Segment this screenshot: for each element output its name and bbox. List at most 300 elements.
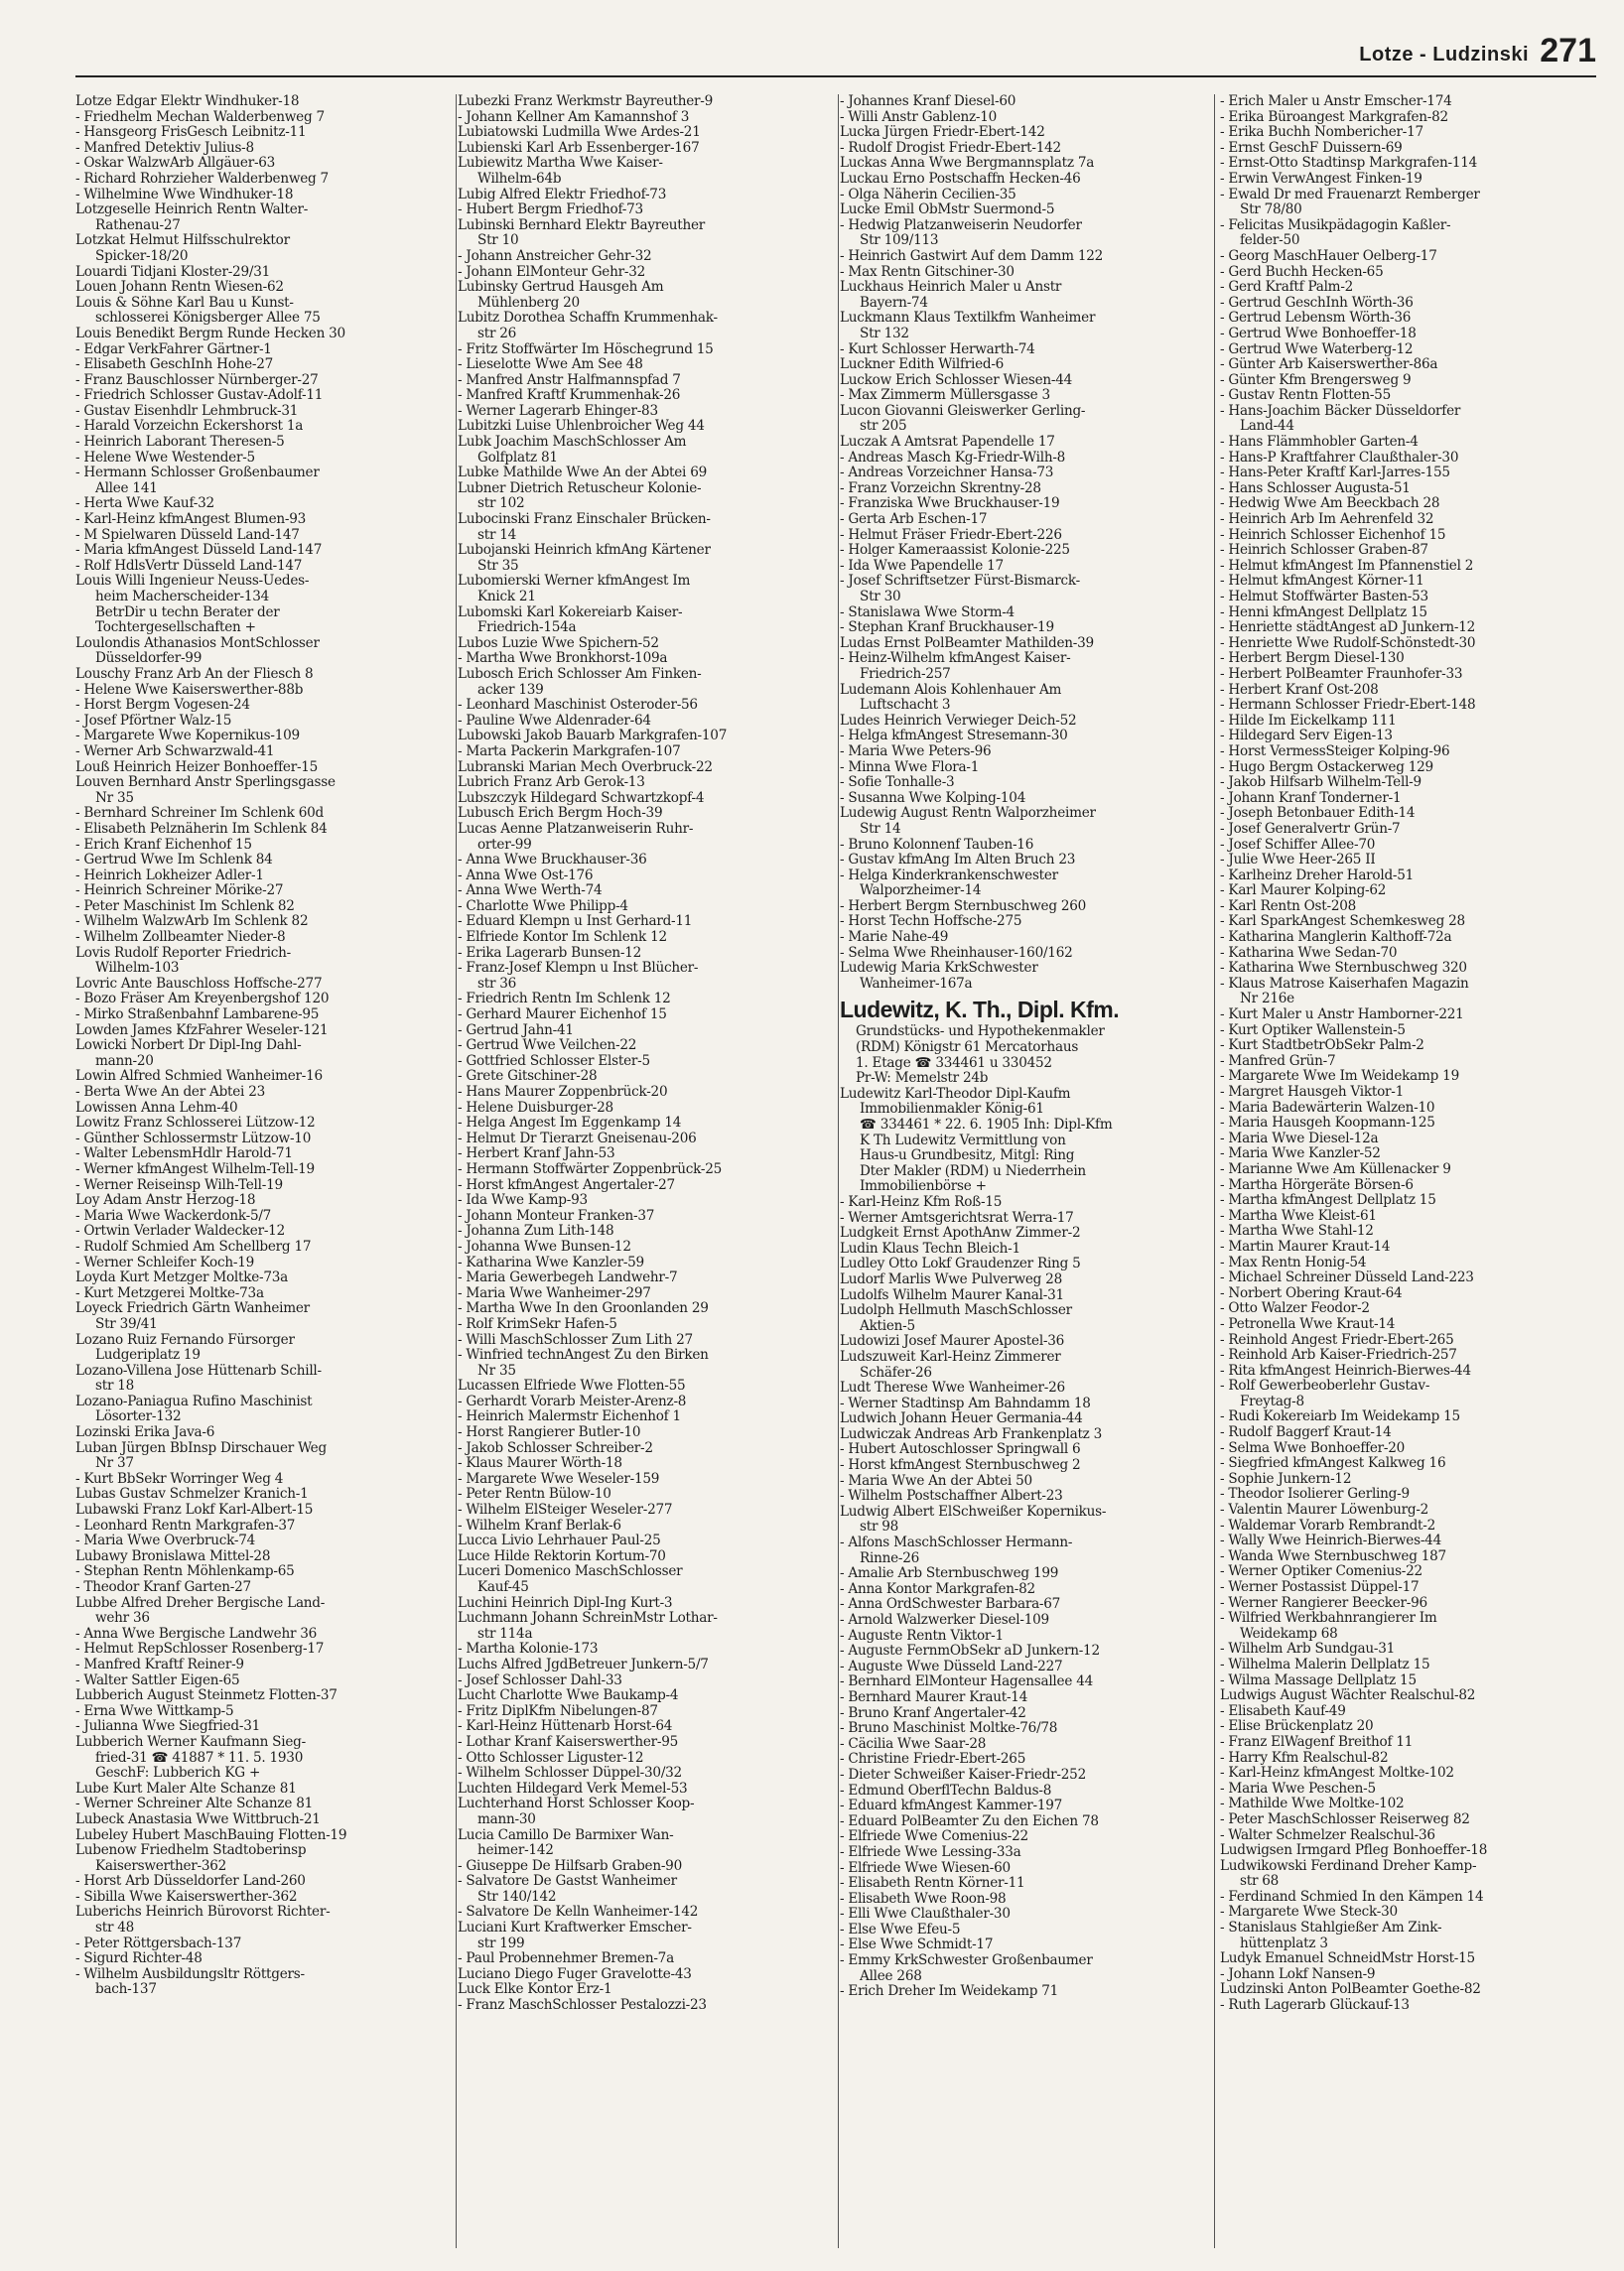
directory-entry: - Elisabeth Kauf-49 [1220, 1702, 1346, 1719]
directory-entry: - Margarete Wwe Steck-30 [1220, 1904, 1398, 1921]
directory-entry: Str 39/41 [95, 1315, 158, 1332]
directory-entry: Luciani Kurt Kraftwerker Emscher- [458, 1920, 692, 1937]
directory-entry: heim Macherscheider-134 [95, 589, 270, 604]
directory-entry: - Mathilde Wwe Moltke-102 [1220, 1796, 1405, 1812]
directory-entry: - Margret Hausgeh Viktor-1 [1220, 1084, 1405, 1100]
directory-entry: - Stanislaus Stahlgießer Am Zink- [1220, 1920, 1442, 1937]
directory-entry: Lubberich August Steinmetz Flotten-37 [75, 1687, 338, 1704]
directory-entry: - Salvatore De Kelln Wanheimer-142 [458, 1904, 699, 1921]
directory-entry: - Wilhelm Arb Sundgau-31 [1220, 1641, 1396, 1658]
directory-entry: - Johann Monteur Franken-37 [458, 1207, 655, 1224]
directory-entry: Tochtergesellschaften + [95, 619, 256, 636]
directory-entry: - Hans-P Kraftfahrer Claußthaler-30 [1220, 449, 1459, 466]
directory-entry: - Kurt Metzgerei Moltke-73a [75, 1284, 264, 1301]
directory-entry: Land-44 [1240, 418, 1294, 435]
directory-entry: Lubberich Werner Kaufmann Sieg- [75, 1733, 306, 1750]
directory-entry: - Selma Wwe Rheinhauser-160/162 [840, 944, 1073, 961]
directory-entry: - Wilma Massage Dellplatz 15 [1220, 1671, 1417, 1688]
directory-entry: - Bruno Kolonnenf Tauben-16 [840, 836, 1034, 853]
directory-entry: - Ida Wwe Papendelle 17 [840, 557, 1004, 574]
directory-entry: - Anna Wwe Werth-74 [458, 882, 603, 899]
directory-entry: Loy Adam Anstr Herzog-18 [75, 1192, 256, 1209]
directory-entry: Louis Willi Ingenieur Neuss-Uedes- [75, 573, 310, 590]
directory-entry: Ludgeriplatz 19 [95, 1347, 201, 1364]
directory-entry: - Johann Kellner Am Kamannshof 3 [458, 108, 690, 125]
directory-entry: Lubiewitz Martha Wwe Kaiser- [458, 155, 663, 172]
directory-entry: - Peter Röttgersbach-137 [75, 1935, 242, 1951]
directory-entry: Luban Jürgen BbInsp Dirschauer Weg [75, 1439, 327, 1456]
directory-entry: - Hans-Joachim Bäcker Düsseldorfer [1220, 402, 1461, 419]
directory-entry: - Marianne Wwe Am Küllenacker 9 [1220, 1160, 1451, 1177]
directory-entry: Lowin Alfred Schmied Wanheimer-16 [75, 1068, 323, 1085]
directory-entry: Lubeley Hubert MaschBauing Flotten-19 [75, 1826, 347, 1843]
directory-entry: - Heinrich Gastwirt Auf dem Damm 122 [840, 247, 1104, 264]
directory-entry: - Willi Anstr Gablenz-10 [840, 108, 998, 125]
directory-entry: Wilhelm-103 [95, 960, 180, 977]
directory-entry: - Bernhard ElMonteur Hagensallee 44 [840, 1673, 1093, 1690]
directory-entry: - Gerta Arb Eschen-17 [840, 511, 988, 528]
directory-entry: - Hans Schlosser Augusta-51 [1220, 479, 1411, 496]
directory-entry: Str 35 [477, 557, 519, 574]
directory-entry: - Herbert Kranf Ost-208 [1220, 681, 1379, 698]
directory-entry: Lotzgeselle Heinrich Rentn Walter- [75, 201, 309, 218]
directory-entry: - Berta Wwe An der Abtei 23 [75, 1084, 266, 1100]
directory-entry: - Bernhard Maurer Kraut-14 [840, 1688, 1028, 1705]
directory-entry: - Karlheinz Dreher Harold-51 [1220, 867, 1415, 883]
directory-entry: Lubk Joachim MaschSchlosser Am [458, 434, 687, 451]
directory-entry: Lubomierski Werner kfmAngest Im [458, 573, 691, 590]
directory-entry: - Heinrich Lokheizer Adler-1 [75, 867, 264, 883]
directory-entry: Ludwich Johann Heuer Germania-44 [840, 1410, 1083, 1427]
directory-entry: Str 14 [860, 820, 901, 837]
directory-entry: Luckow Erich Schlosser Wiesen-44 [840, 371, 1073, 388]
directory-entry: - Georg MaschHauer Oelberg-17 [1220, 247, 1437, 264]
directory-entry: - Walter Sattler Eigen-65 [75, 1671, 240, 1688]
directory-entry: - Henni kfmAngest Dellplatz 15 [1220, 603, 1427, 620]
directory-entry: Luchten Hildegard Verk Memel-53 [458, 1780, 688, 1797]
directory-entry: orter-99 [477, 836, 532, 853]
directory-entry: wehr 36 [95, 1610, 150, 1627]
directory-entry: Lubszczyk Hildegard Schwartzkopf-4 [458, 789, 705, 806]
directory-entry: - Elisabeth Pelznäherin Im Schlenk 84 [75, 820, 328, 837]
directory-entry: - Hansgeorg FrisGesch Leibnitz-11 [75, 124, 307, 141]
directory-entry: - Hermann Schlosser Großenbaumer [75, 465, 320, 481]
directory-entry: Luceri Domenico MaschSchlosser [458, 1563, 683, 1580]
directory-entry: Lucca Livio Lehrhauer Paul-25 [458, 1533, 661, 1549]
directory-entry: - Erika Büroangest Markgrafen-82 [1220, 108, 1448, 125]
directory-entry: - Friedrich Schlosser Gustav-Adolf-11 [75, 387, 324, 404]
directory-entry: - Olga Näherin Cecilien-35 [840, 186, 1016, 202]
directory-entry: - Hubert Autoschlosser Springwall 6 [840, 1441, 1081, 1458]
directory-entry: - Auguste FernmObSekr aD Junkern-12 [840, 1643, 1100, 1660]
directory-entry: - Auguste Wwe Düsseld Land-227 [840, 1658, 1063, 1674]
directory-entry: - Wilhelm Postschaffner Albert-23 [840, 1488, 1063, 1505]
directory-entry: - Heinrich Laborant Theresen-5 [75, 434, 285, 451]
directory-entry: - Waldemar Vorarb Rembrandt-2 [1220, 1517, 1435, 1534]
directory-entry: - Sibilla Wwe Kaiserswerther-362 [75, 1888, 298, 1905]
directory-entry: Lubig Alfred Elektr Friedhof-73 [458, 186, 667, 202]
directory-entry: - Henriette Wwe Rudolf-Schönstedt-30 [1220, 634, 1476, 651]
directory-entry: - Maria Wwe Wanheimer-297 [458, 1284, 651, 1301]
directory-entry: - Klaus Matrose Kaiserhafen Magazin [1220, 975, 1469, 992]
directory-entry: str 114a [477, 1625, 533, 1642]
directory-entry: Loyda Kurt Metzger Moltke-73a [75, 1269, 289, 1286]
directory-entry: Aktien-5 [860, 1317, 915, 1334]
directory-entry: - Lothar Kranf Kaiserswerther-95 [458, 1733, 679, 1750]
directory-entry: Freytag-8 [1240, 1393, 1304, 1409]
directory-entry: - Karl-Heinz Kfm Roß-15 [840, 1193, 1003, 1210]
directory-entry: - Elfriede Kontor Im Schlenk 12 [458, 929, 667, 946]
directory-entry: Lubrich Franz Arb Gerok-13 [458, 774, 645, 791]
directory-entry: - Gerhard Maurer Eichenhof 15 [458, 1006, 667, 1023]
directory-entry: - Giuseppe De Hilfsarb Graben-90 [458, 1857, 682, 1874]
directory-entry: - Wilfried Werkbahnrangierer Im [1220, 1610, 1437, 1627]
directory-entry: - Maria Wwe Diesel-12a [1220, 1130, 1379, 1146]
directory-entry: - Katharina Wwe Sedan-70 [1220, 944, 1398, 961]
directory-entry: Lucke Emil ObMstr Suermond-5 [840, 201, 1055, 218]
directory-entry: Lowissen Anna Lehm-40 [75, 1099, 238, 1116]
directory-entry: - Margarete Wwe Weseler-159 [458, 1470, 660, 1487]
directory-entry: - Maria Wwe Kanzler-52 [1220, 1145, 1381, 1162]
directory-column-3 [840, 94, 1210, 2258]
directory-entry: - Gerd Buchh Hecken-65 [1220, 263, 1384, 280]
directory-entry: - Elfriede Wwe Lessing-33a [840, 1843, 1021, 1860]
directory-entry: Lubitzki Luise Uhlenbroicher Weg 44 [458, 418, 705, 435]
directory-entry: - Gertrud Wwe Im Schlenk 84 [75, 852, 273, 868]
directory-entry: - Manfred Kraftf Krummenhak-26 [458, 387, 681, 404]
directory-entry: - Gustav Eisenhdlr Lehmbruck-31 [75, 402, 299, 419]
directory-entry: str 98 [860, 1519, 899, 1536]
directory-entry: - Selma Wwe Bonhoeffer-20 [1220, 1439, 1406, 1456]
directory-entry: Lubowski Jakob Bauarb Markgrafen-107 [458, 728, 728, 744]
directory-entry: - Sofie Tonhalle-3 [840, 774, 955, 791]
directory-entry: Lube Kurt Maler Alte Schanze 81 [75, 1780, 297, 1797]
directory-entry: - Heinrich Schlosser Graben-87 [1220, 542, 1428, 559]
directory-entry: Lubocinski Franz Einschaler Brücken- [458, 511, 711, 528]
directory-entry: - Valentin Maurer Löwenburg-2 [1220, 1502, 1429, 1519]
directory-entry: Ludes Heinrich Verwieger Deich-52 [840, 712, 1077, 729]
directory-entry: - Ruth Lagerarb Glückauf-13 [1220, 1997, 1410, 2014]
directory-entry: Ludwikowski Ferdinand Dreher Kamp- [1220, 1857, 1477, 1874]
directory-entry: - Anna Wwe Bergische Landwehr 36 [75, 1625, 318, 1642]
directory-entry: - Norbert Obering Kraut-64 [1220, 1284, 1403, 1301]
directory-entry: Lucht Charlotte Wwe Baukamp-4 [458, 1687, 679, 1704]
directory-entry: Luczak A Amtsrat Papendelle 17 [840, 434, 1055, 451]
directory-entry: Luckner Edith Wilfried-6 [840, 356, 1005, 373]
directory-entry: - Maria Badewärterin Walzen-10 [1220, 1099, 1435, 1116]
directory-entry: - Hans-Peter Kraftf Karl-Jarres-155 [1220, 465, 1450, 481]
directory-entry: - Wanda Wwe Sternbuschweg 187 [1220, 1547, 1446, 1564]
directory-entry: str 26 [477, 325, 517, 341]
directory-entry: Ludwiczak Andreas Arb Frankenplatz 3 [840, 1425, 1103, 1442]
directory-entry: Dter Makler (RDM) u Niederrhein [860, 1162, 1086, 1179]
directory-entry: - Anna Wwe Ost-176 [458, 867, 594, 883]
directory-entry: Ludszuweit Karl-Heinz Zimmerer [840, 1348, 1061, 1365]
directory-entry: - Michael Schreiner Düsseld Land-223 [1220, 1269, 1474, 1286]
directory-entry: - Henriette städtAngest aD Junkern-12 [1220, 619, 1475, 636]
directory-entry: str 36 [477, 975, 517, 992]
directory-entry: - Fritz DiplKfm Nibelungen-87 [458, 1702, 658, 1719]
directory-entry: Lubienski Karl Arb Essenberger-167 [458, 139, 700, 156]
directory-entry: - Hans Flämmhobler Garten-4 [1220, 434, 1419, 451]
directory-entry: - Manfred Detektiv Julius-8 [75, 139, 254, 156]
directory-entry: - Ernst GeschF Duissern-69 [1220, 139, 1403, 156]
directory-entry: Luciano Diego Fuger Gravelotte-43 [458, 1965, 692, 1982]
directory-entry: Lubas Gustav Schmelzer Kranich-1 [75, 1486, 309, 1503]
directory-entry: - Karl-Heinz kfmAngest Blumen-93 [75, 511, 307, 528]
directory-entry: Nr 35 [95, 789, 134, 806]
directory-entry: - Werner Arb Schwarzwald-41 [75, 742, 275, 759]
directory-entry: - Rolf KrimSekr Hafen-5 [458, 1315, 617, 1332]
directory-entry: Lubawski Franz Lokf Karl-Albert-15 [75, 1502, 314, 1519]
directory-entry: - Eduard PolBeamter Zu den Eichen 78 [840, 1812, 1099, 1829]
directory-entry: Lozano-Paniagua Rufino Maschinist [75, 1393, 313, 1409]
directory-entry: - Horst kfmAngest Sternbuschweg 2 [840, 1457, 1081, 1474]
directory-entry: - Rudolf Baggerf Kraut-14 [1220, 1424, 1392, 1441]
directory-entry: Lucon Giovanni Gleiswerker Gerling- [840, 402, 1086, 419]
directory-entry: Luberichs Heinrich Bürovorst Richter- [75, 1904, 331, 1921]
directory-entry: Lucassen Elfriede Wwe Flotten-55 [458, 1378, 686, 1395]
directory-entry: - Martin Maurer Kraut-14 [1220, 1238, 1391, 1255]
directory-entry: - Josef Schriftsetzer Fürst-Bismarck- [840, 573, 1080, 590]
directory-entry: Friedrich-154a [477, 619, 577, 636]
directory-entry: Rinne-26 [860, 1549, 920, 1566]
directory-entry: - Horst VermessSteiger Kolping-96 [1220, 742, 1450, 759]
directory-entry: Ludewitz Karl-Theodor Dipl-Kaufm [840, 1085, 1071, 1102]
directory-entry: - Elli Wwe Claußthaler-30 [840, 1906, 1011, 1923]
directory-entry: - Elfriede Wwe Comenius-22 [840, 1828, 1028, 1845]
directory-entry: Friedrich-257 [860, 665, 951, 682]
directory-entry: Nr 216e [1240, 991, 1294, 1007]
directory-entry: - Karl Rentn Ost-208 [1220, 897, 1357, 914]
directory-entry: - Franz-Josef Klempn u Inst Blücher- [458, 960, 699, 977]
page-number: 271 [1540, 32, 1596, 69]
directory-entry: - Maria Wwe An der Abtei 50 [840, 1472, 1032, 1489]
directory-entry: Lowden James KfzFahrer Weseler-121 [75, 1021, 329, 1038]
directory-entry: - Elisabeth GeschInh Hohe-27 [75, 356, 274, 373]
directory-entry: - Winfried technAngest Zu den Birken [458, 1347, 709, 1364]
directory-entry: - Katharina Wwe Sternbuschweg 320 [1220, 960, 1467, 977]
directory-entry: - Anna Wwe Bruckhauser-36 [458, 852, 647, 868]
directory-entry: - Cäcilia Wwe Saar-28 [840, 1735, 987, 1752]
directory-entry: Lozano-Villena Jose Hüttenarb Schill- [75, 1362, 322, 1379]
directory-entry: - Kurt Schlosser Herwarth-74 [840, 340, 1035, 357]
directory-entry: - Friedhelm Mechan Walderbenweg 7 [75, 108, 325, 125]
directory-entry: - Ewald Dr med Frauenarzt Remberger [1220, 186, 1480, 202]
directory-entry: - Gertrud Lebensm Wörth-36 [1220, 310, 1412, 327]
directory-entry: Str 78/80 [1240, 201, 1302, 218]
directory-entry: - Helmut RepSchlosser Rosenberg-17 [75, 1641, 325, 1658]
directory-entry: - Wilhelm Schlosser Düppel-30/32 [458, 1765, 682, 1782]
directory-entry: mann-20 [95, 1052, 154, 1069]
directory-entry: - Holger Kameraassist Kolonie-225 [840, 542, 1070, 559]
directory-entry: - Erwin VerwAngest Finken-19 [1220, 170, 1422, 187]
directory-entry: - Ernst-Otto Stadtinsp Markgrafen-114 [1220, 155, 1478, 172]
directory-entry: - Julianna Wwe Siegfried-31 [75, 1718, 260, 1735]
directory-entry: - Rudolf Schmied Am Schellberg 17 [75, 1238, 312, 1255]
directory-entry: - Rudolf Drogist Friedr-Ebert-142 [840, 139, 1061, 156]
directory-entry: Luchmann Johann SchreinMstr Lothar- [458, 1610, 718, 1627]
directory-entry: Ludin Klaus Techn Bleich-1 [840, 1240, 1020, 1257]
directory-entry: - Wilhelm ElSteiger Weseler-277 [458, 1502, 673, 1519]
directory-entry: Luchs Alfred JgdBetreuer Junkern-5/7 [458, 1656, 709, 1672]
directory-entry: - Rudi Kokereiarb Im Weidekamp 15 [1220, 1408, 1460, 1425]
directory-entry: Lösorter-132 [95, 1408, 182, 1425]
directory-entry: Ludolfs Wilhelm Maurer Kanal-31 [840, 1286, 1064, 1303]
directory-entry: - Werner kfmAngest Wilhelm-Tell-19 [75, 1160, 315, 1177]
directory-entry: Luckas Anna Wwe Bergmannsplatz 7a [840, 155, 1095, 172]
directory-entry: Lubke Mathilde Wwe An der Abtei 69 [458, 465, 708, 481]
directory-entry: Lubeck Anastasia Wwe Wittbruch-21 [75, 1810, 321, 1827]
directory-entry: Lubbe Alfred Dreher Bergische Land- [75, 1594, 326, 1611]
directory-entry: - Peter Rentn Bülow-10 [458, 1486, 611, 1503]
directory-entry: - Maria Wwe Peschen-5 [1220, 1780, 1376, 1797]
directory-entry: - Rolf Gewerbeoberlehr Gustav- [1220, 1378, 1430, 1395]
directory-entry: Lubner Dietrich Retuscheur Kolonie- [458, 479, 702, 496]
directory-entry: Louven Bernhard Anstr Sperlingsgasse [75, 774, 336, 791]
directory-entry: - M Spielwaren Düsseld Land-147 [75, 526, 300, 543]
directory-entry: - Eduard kfmAngest Kammer-197 [840, 1798, 1063, 1814]
directory-entry: - Werner Lagerarb Ehinger-83 [458, 402, 658, 419]
directory-entry: - Theodor Isolierer Gerling-9 [1220, 1486, 1410, 1503]
directory-entry: - Helene Duisburger-28 [458, 1099, 613, 1116]
directory-entry: Lubinsky Gertrud Hausgeh Am [458, 279, 664, 296]
directory-entry: Lucka Jürgen Friedr-Ebert-142 [840, 124, 1045, 141]
header-rule [75, 75, 1596, 77]
directory-entry: - Heinrich Schreiner Mörike-27 [75, 882, 284, 899]
directory-entry: Wanheimer-167a [860, 975, 973, 992]
directory-entry: - Gustav Rentn Flotten-55 [1220, 387, 1391, 404]
directory-entry: - Hedwig Wwe Am Beeckbach 28 [1220, 495, 1440, 512]
directory-entry: - Willi MaschSchlosser Zum Lith 27 [458, 1331, 693, 1348]
directory-entry: Grundstücks- und Hypothekenmakler [856, 1023, 1105, 1040]
directory-entry: - Manfred Anstr Halfmannspfad 7 [458, 371, 681, 388]
directory-entry: - Dieter Schweißer Kaiser-Friedr-252 [840, 1766, 1086, 1783]
directory-entry: - Katharina Manglerin Kalthoff-72a [1220, 929, 1452, 946]
directory-entry: - Wilhelm Zollbeamter Nieder-8 [75, 929, 286, 946]
directory-entry: - Martha Hörgeräte Börsen-6 [1220, 1176, 1414, 1193]
directory-entry: - Kurt Optiker Wallenstein-5 [1220, 1021, 1406, 1038]
directory-entry: - Herbert Kranf Jahn-53 [458, 1145, 615, 1162]
directory-entry: - Martha kfmAngest Dellplatz 15 [1220, 1192, 1436, 1209]
directory-entry: - Gertrud Wwe Veilchen-22 [458, 1037, 637, 1054]
directory-entry: Str 30 [860, 589, 901, 604]
directory-entry: - Helga Kinderkrankenschwester [840, 867, 1058, 883]
directory-entry: - Herbert Bergm Sternbuschweg 260 [840, 897, 1087, 914]
directory-entry: Lubiatowski Ludmilla Wwe Ardes-21 [458, 124, 701, 141]
directory-entry: - Peter Maschinist Im Schlenk 82 [75, 897, 295, 914]
directory-entry: - Mirko Straßenbahnf Lambarene-95 [75, 1006, 320, 1023]
directory-entry: - Ortwin Verlader Waldecker-12 [75, 1223, 285, 1240]
directory-entry: Loulondis Athanasios MontSchlosser [75, 634, 320, 651]
directory-entry: - Else Wwe Schmidt-17 [840, 1937, 994, 1953]
directory-entry: - Jakob Schlosser Schreiber-2 [458, 1439, 653, 1456]
directory-column-1 [75, 94, 446, 2258]
directory-entry: - Herta Wwe Kauf-32 [75, 495, 214, 512]
directory-entry: - Werner Schreiner Alte Schanze 81 [75, 1796, 313, 1812]
directory-entry: - Minna Wwe Flora-1 [840, 758, 980, 775]
directory-entry: - Günther Schlossermstr Lützow-10 [75, 1130, 312, 1146]
directory-entry: - Hugo Bergm Ostackerweg 129 [1220, 758, 1433, 775]
directory-entry: - Pauline Wwe Aldenrader-64 [458, 712, 651, 729]
directory-entry: Haus-u Grundbesitz, Mitgl: Ring [860, 1147, 1075, 1164]
directory-entry: - Werner Stadtinsp Am Bahndamm 18 [840, 1395, 1091, 1411]
running-head: Lotze - Ludzinski [1359, 44, 1529, 66]
directory-entry: - Helene Wwe Westender-5 [75, 449, 255, 466]
directory-entry: fried-31 ☎ 41887 * 11. 5. 1930 [95, 1749, 304, 1766]
directory-entry: - Else Wwe Efeu-5 [840, 1921, 961, 1937]
directory-entry: BetrDir u techn Berater der [95, 603, 280, 620]
directory-entry: - Elisabeth Wwe Roon-98 [840, 1890, 1007, 1907]
directory-entry: Ludewig August Rentn Walporzheimer [840, 805, 1096, 822]
directory-entry: - Leonhard Rentn Markgrafen-37 [75, 1517, 296, 1534]
directory-entry: - Gertrud Jahn-41 [458, 1021, 574, 1038]
directory-column-4 [1220, 94, 1590, 2258]
directory-entry: Lubenow Friedhelm Stadtoberinsp [75, 1842, 307, 1859]
directory-entry: Loyeck Friedrich Gärtn Wanheimer [75, 1300, 310, 1317]
directory-entry: mann-30 [477, 1810, 536, 1827]
directory-entry: - Klaus Maurer Wörth-18 [458, 1455, 622, 1472]
directory-entry: - Gertrud GeschInh Wörth-36 [1220, 294, 1414, 311]
directory-entry: - Charlotte Wwe Philipp-4 [458, 897, 628, 914]
directory-entry: - Kurt Maler u Anstr Hamborner-221 [1220, 1006, 1464, 1023]
directory-entry: - Maria Wwe Wackerdonk-5/7 [75, 1207, 272, 1224]
directory-entry: - Andreas Masch Kg-Friedr-Wilh-8 [840, 449, 1066, 466]
directory-entry: - Helene Wwe Kaiserswerther-88b [75, 681, 304, 698]
directory-entry: - Gertrud Wwe Waterberg-12 [1220, 340, 1414, 357]
directory-entry: - Helmut Dr Tierarzt Gneisenau-206 [458, 1130, 697, 1146]
directory-entry: - Hubert Bergm Friedhof-73 [458, 201, 643, 218]
directory-entry: - Helga Angest Im Eggenkamp 14 [458, 1115, 682, 1132]
directory-entry: Louis & Söhne Karl Bau u Kunst- [75, 294, 294, 311]
directory-entry: - Theodor Kranf Garten-27 [75, 1579, 251, 1595]
directory-entry: Ludwigs August Wächter Realschul-82 [1220, 1687, 1476, 1704]
directory-entry: Luce Hilde Rektorin Kortum-70 [458, 1547, 666, 1564]
directory-entry: - Erich Kranf Eichenhof 15 [75, 836, 252, 853]
directory-entry: Lucas Aenne Platzanweiserin Ruhr- [458, 820, 694, 837]
directory-entry: Luck Elke Kontor Erz-1 [458, 1981, 612, 1998]
directory-entry: - Erika Lagerarb Bunsen-12 [458, 944, 642, 961]
directory-entry: Luchini Heinrich Dipl-Ing Kurt-3 [458, 1594, 673, 1611]
directory-entry: Lubezki Franz Werkmstr Bayreuther-9 [458, 94, 713, 109]
directory-entry: - Johann Lokf Nansen-9 [1220, 1965, 1376, 1982]
directory-columns [75, 94, 1596, 2258]
directory-entry: - Horst Rangierer Butler-10 [458, 1424, 641, 1441]
directory-entry: - Lieselotte Wwe Am See 48 [458, 356, 643, 373]
directory-entry: str 14 [477, 526, 517, 543]
directory-entry: - Jakob Hilfsarb Wilhelm-Tell-9 [1220, 774, 1421, 791]
directory-entry: - Peter MaschSchlosser Reiserweg 82 [1220, 1810, 1470, 1827]
directory-entry: Allee 268 [860, 1967, 922, 1984]
directory-entry: - Gustav kfmAng Im Alten Bruch 23 [840, 852, 1076, 868]
directory-entry: - Karl-Heinz kfmAngest Moltke-102 [1220, 1765, 1454, 1782]
directory-entry: Lotzkat Helmut Hilfsschulrektor [75, 232, 290, 249]
directory-entry: - Hans Maurer Zoppenbrück-20 [458, 1084, 668, 1100]
directory-entry: - Maria Gewerbegeh Landwehr-7 [458, 1269, 678, 1286]
directory-entry: Lubranski Marian Mech Overbruck-22 [458, 758, 713, 775]
directory-entry: - Josef Pförtner Walz-15 [75, 712, 232, 729]
directory-entry: - Stephan Kranf Bruckhauser-19 [840, 619, 1054, 636]
directory-entry: - Max Rentn Honig-54 [1220, 1254, 1367, 1270]
directory-entry: - Marta Packerin Markgrafen-107 [458, 742, 681, 759]
directory-entry: - Friedrich Rentn Im Schlenk 12 [458, 991, 671, 1007]
directory-entry: schlosserei Königsberger Allee 75 [95, 310, 321, 327]
directory-entry: ☎ 334461 * 22. 6. 1905 Inh: Dipl-Kfm [860, 1117, 1113, 1133]
directory-entry: - Wilhelmine Wwe Windhuker-18 [75, 186, 294, 202]
directory-entry: Lovric Ante Bauschloss Hoffsche-277 [75, 975, 323, 992]
directory-entry: - Hildegard Serv Eigen-13 [1220, 728, 1393, 744]
directory-entry: str 102 [477, 495, 525, 512]
